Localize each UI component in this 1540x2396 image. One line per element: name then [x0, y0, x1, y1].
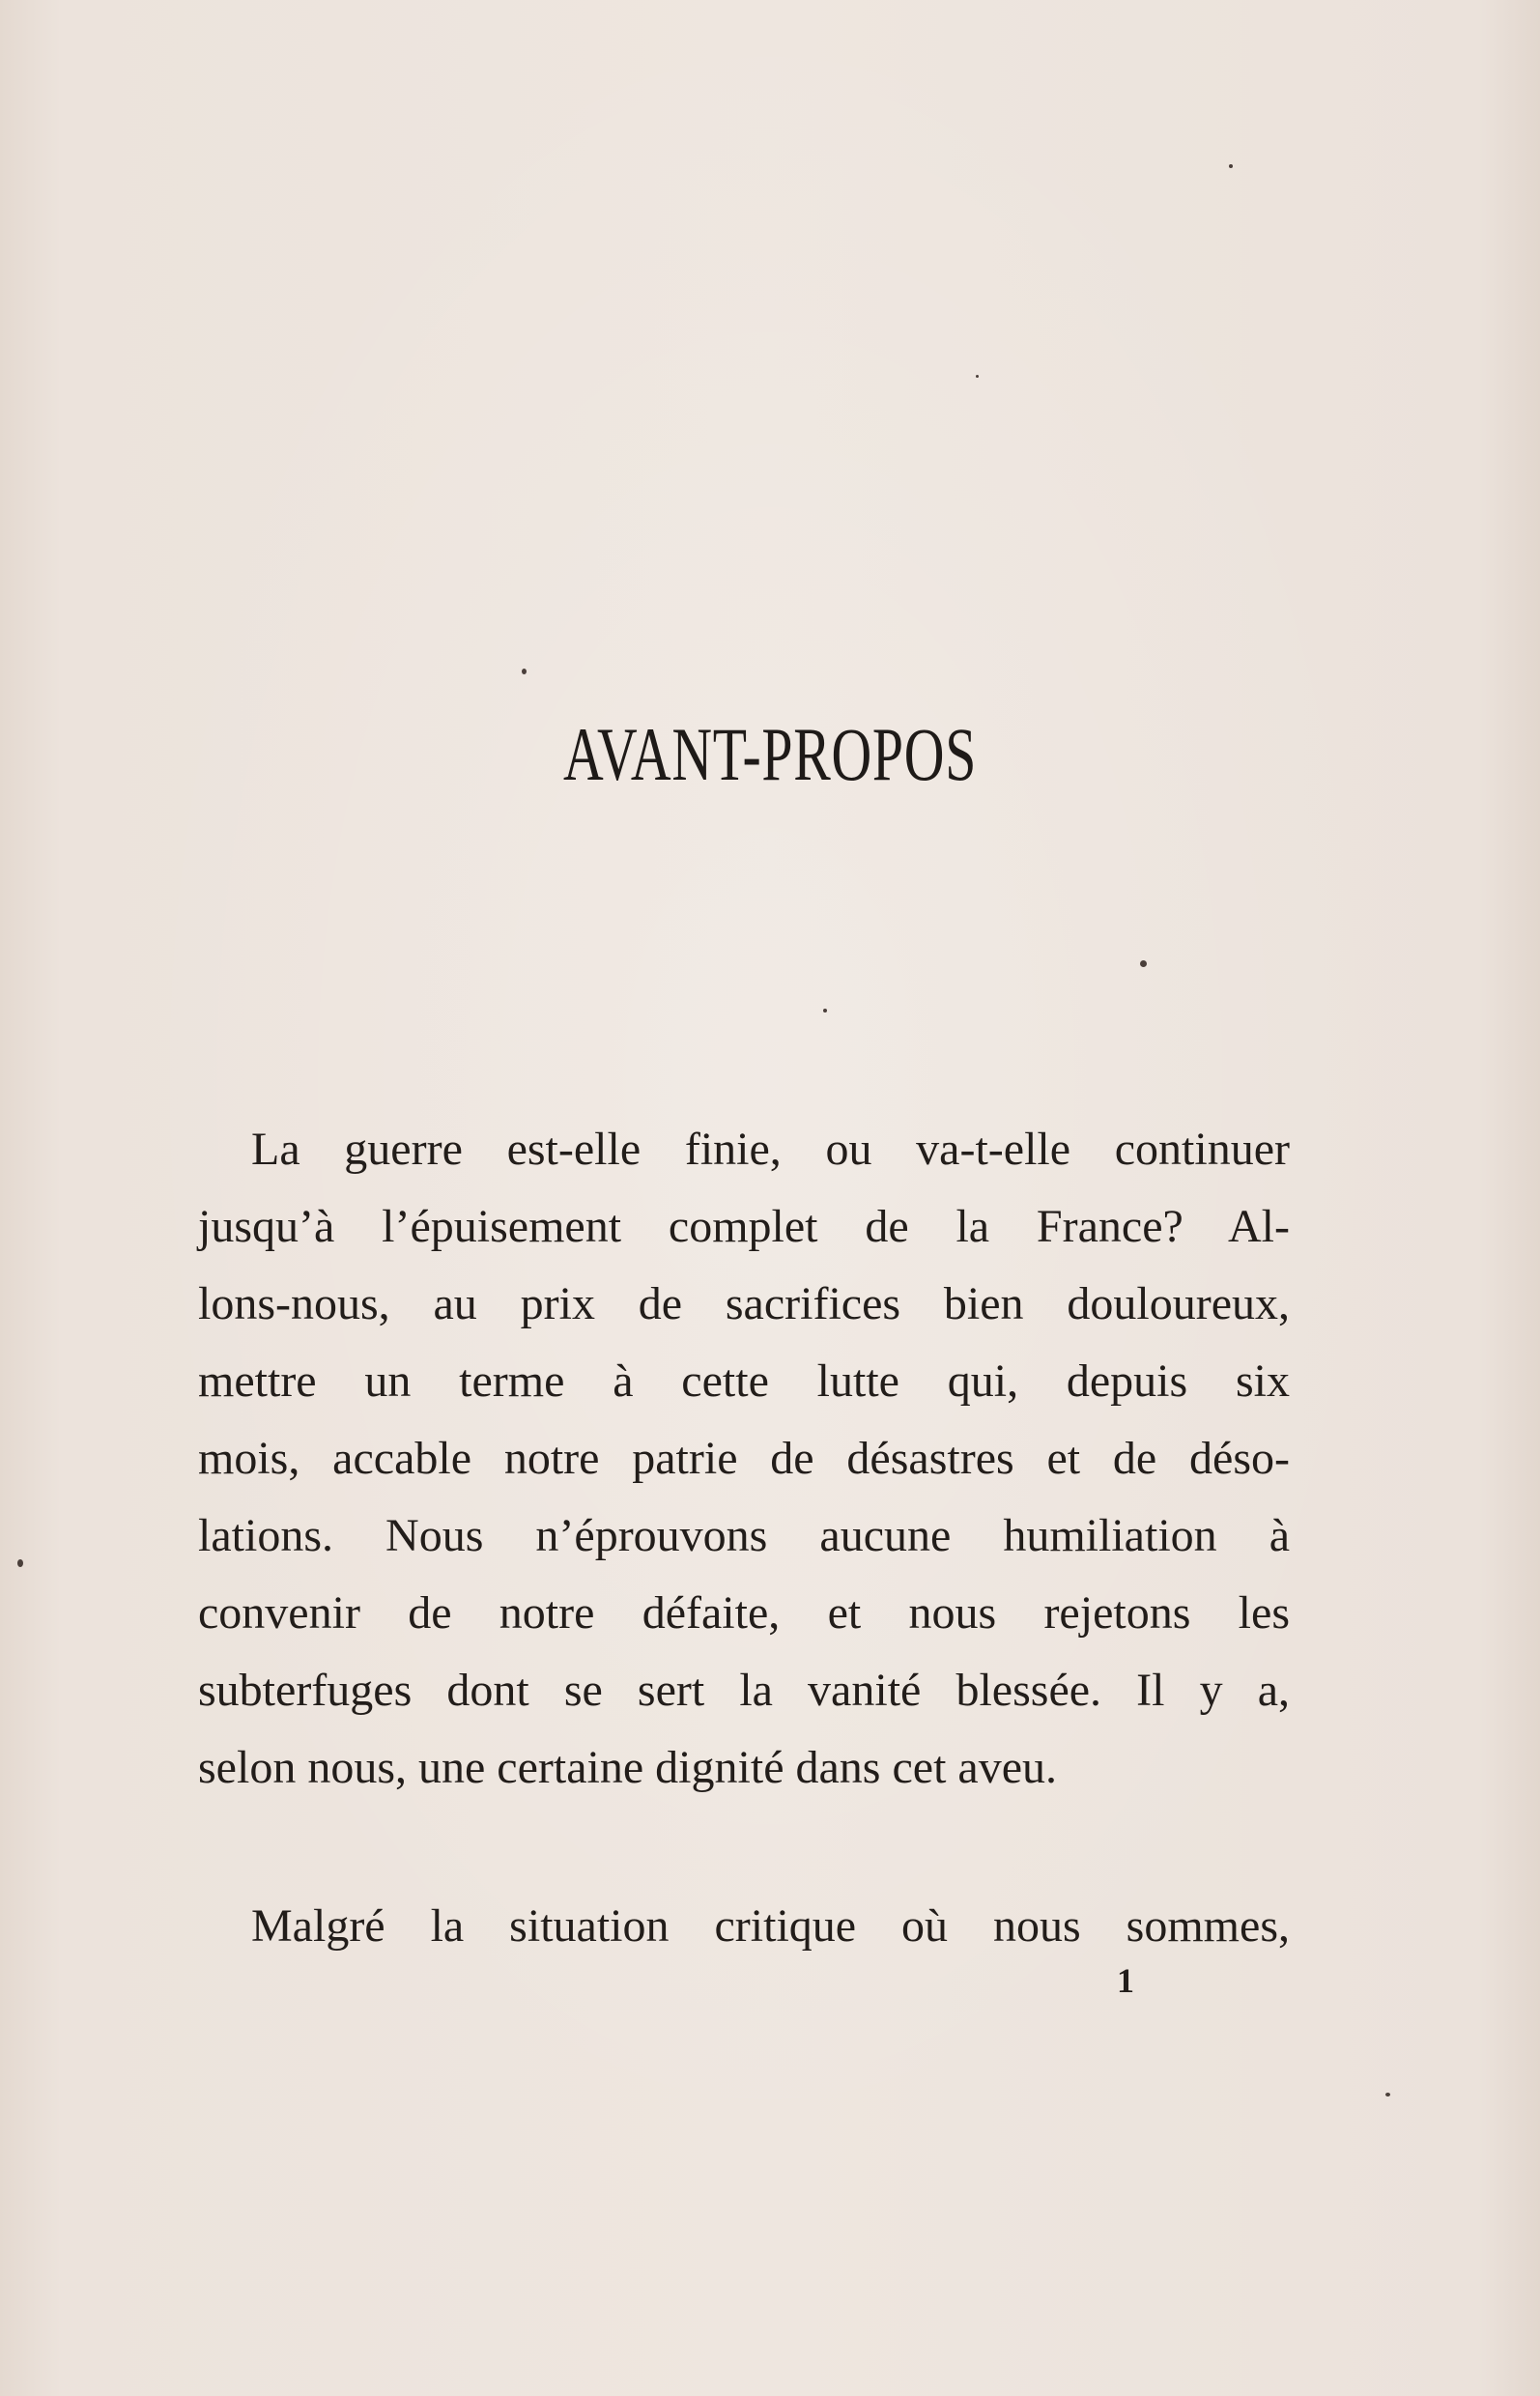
text-line: selon nous, une certaine dignité dans cet aveu. — [198, 1742, 1058, 1793]
paper-speck — [976, 375, 979, 378]
text-line: Malgré la situation critique où nous sommes, — [251, 1900, 1290, 1952]
text-line: jusqu’à l’épuisement complet de la France? Al- — [198, 1201, 1290, 1252]
text-line: lons-nous, au prix de sacrifices bien douloureux, — [198, 1278, 1290, 1329]
paper-speck — [1385, 2093, 1390, 2096]
paragraph-2 — [198, 1888, 1290, 1965]
paper-speck — [17, 1559, 23, 1567]
text-line: mettre un terme à cette lutte qui, depuis six — [198, 1355, 1290, 1407]
paper-speck — [1229, 164, 1233, 168]
chapter-heading: AVANT-PROPOS — [562, 712, 978, 796]
text-line: subterfuges dont se sert la vanité blessée. Il y a, — [198, 1665, 1290, 1716]
text-line: lations. Nous n’éprouvons aucune humiliation à — [198, 1510, 1290, 1561]
page-number: 1 — [1117, 1961, 1134, 2000]
text-line: convenir de notre défaite, et nous rejetons les — [198, 1587, 1290, 1639]
text-line: mois, accable notre patrie de désastres et de déso- — [198, 1433, 1290, 1484]
paper-speck — [823, 1009, 827, 1013]
paragraph-1 — [198, 1111, 1290, 1807]
paper-speck — [522, 669, 527, 674]
paper-speck — [1140, 960, 1147, 967]
text-line: La guerre est-elle finie, ou va-t-elle continuer — [251, 1124, 1290, 1175]
